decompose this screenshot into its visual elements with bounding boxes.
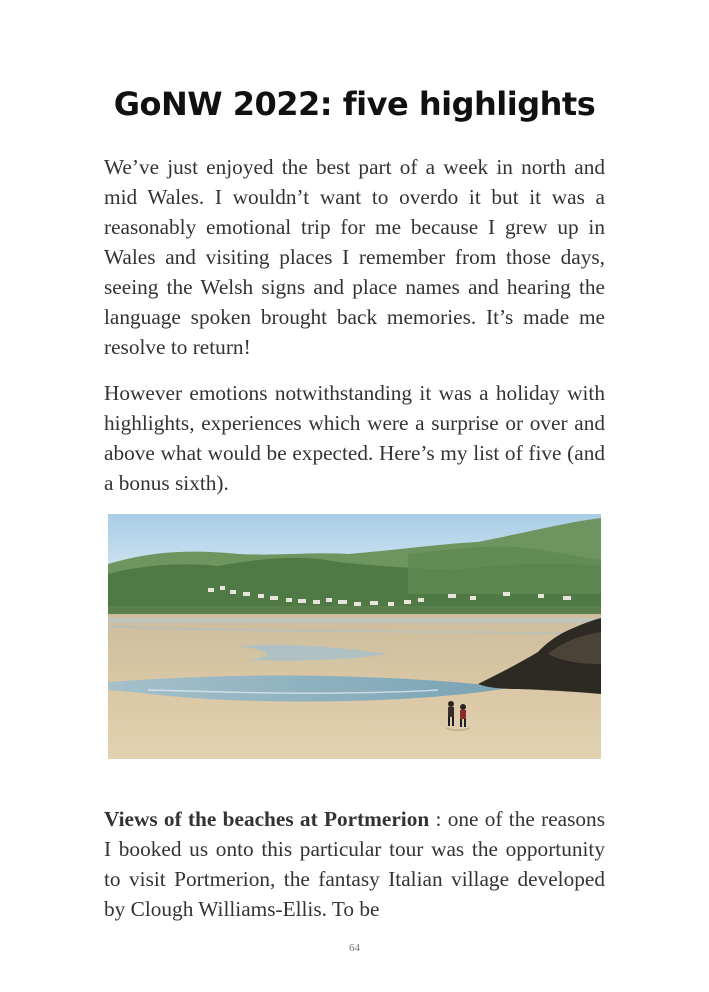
highlight-text: : one of the reasons I booked us onto this particular tour was the opportunity to visit Portmerion, the fantasy Italian village developed by Clough Williams-Ellis. To be	[104, 807, 605, 921]
highlight-paragraph	[104, 804, 605, 924]
beach-photo	[108, 514, 601, 759]
second-paragraph: However emotions notwithstanding it was a holiday with highlights, experiences which were a surprise or over and above what would be expected. Here’s my list of five (and a bonus sixth).	[104, 381, 605, 495]
highlight-heading: Views of the beaches at Portmerion	[104, 807, 430, 831]
page-number: 64	[349, 942, 360, 954]
page-title: GoNW 2022: five highlights	[113, 85, 596, 123]
intro-paragraph: We’ve just enjoyed the best part of a week in north and mid Wales. I wouldn’t want to overdo it but it was a reasonably emotional trip for me because I grew up in Wales and visiting places I remember from those days, seeing the Welsh signs and place names and hearing the language spoken brought back memories. It’s made me resolve to return!	[104, 155, 605, 359]
